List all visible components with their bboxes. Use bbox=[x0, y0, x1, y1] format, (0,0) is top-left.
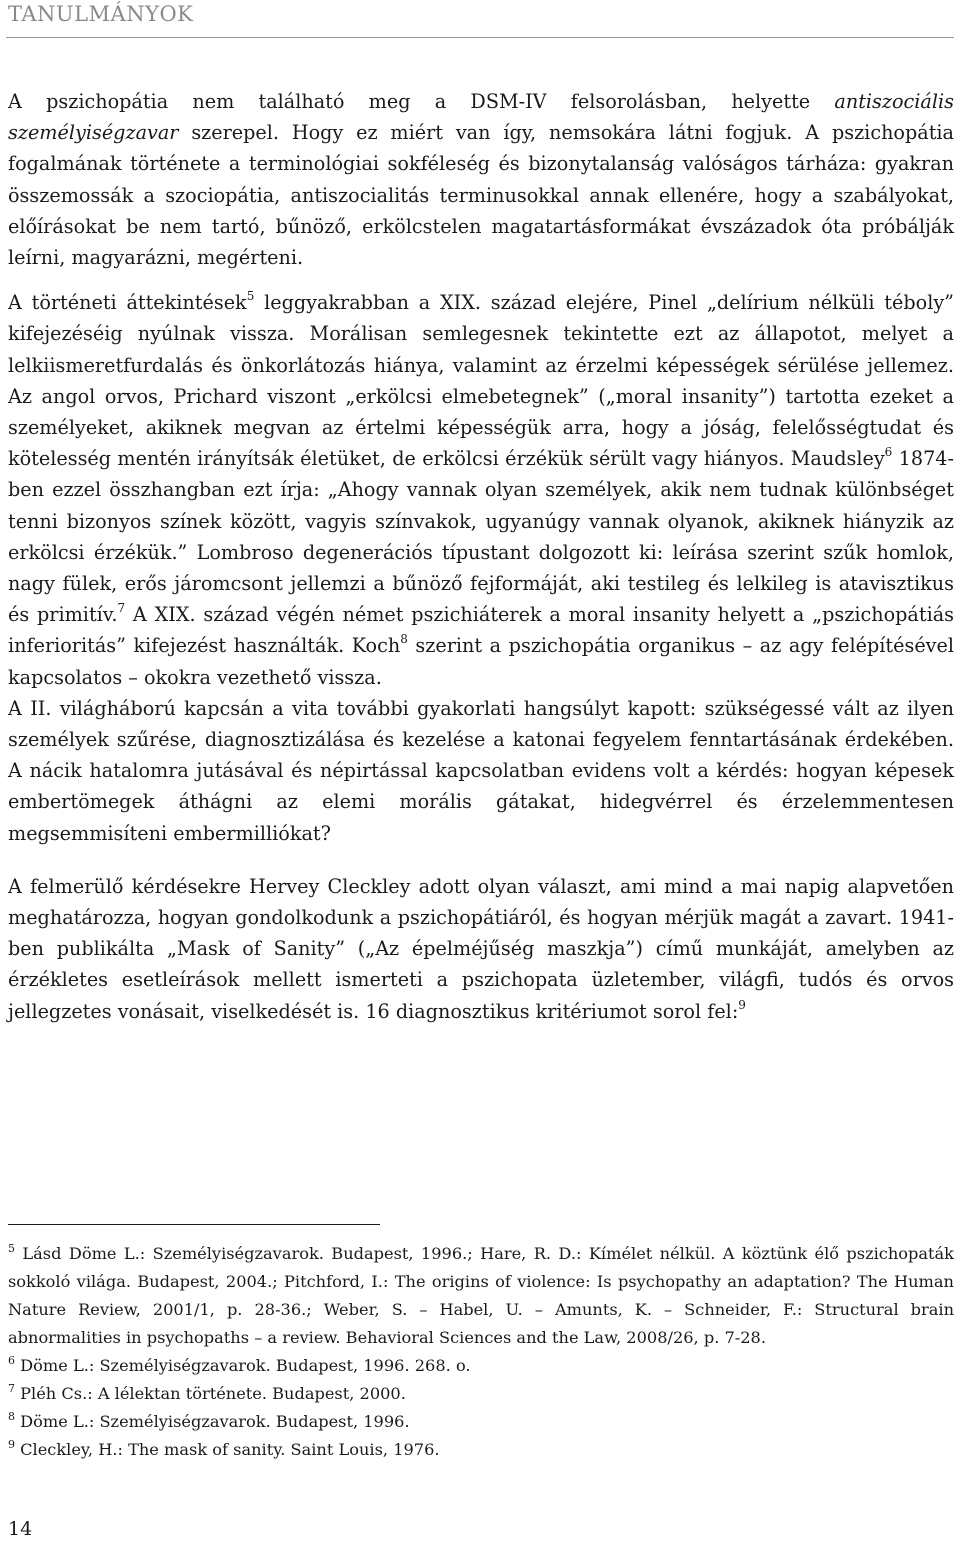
footnote-number: 9 bbox=[8, 1438, 15, 1451]
running-head: TANULMÁNYOK bbox=[8, 2, 194, 26]
footnote-ref-6: 6 bbox=[884, 445, 893, 460]
footnote-5 bbox=[8, 1240, 954, 1352]
footnote-8 bbox=[8, 1408, 954, 1436]
page-number: 14 bbox=[8, 1518, 33, 1540]
footnote-number: 5 bbox=[8, 1242, 15, 1255]
footnote-text: Pléh Cs.: A lélektan története. Budapest, 2000. bbox=[20, 1384, 406, 1403]
footnote-text: Döme L.: Személyiségzavarok. Budapest, 1996. bbox=[20, 1412, 410, 1431]
footnote-text: Döme L.: Személyiségzavarok. Budapest, 1996. 268. o. bbox=[20, 1356, 471, 1375]
footnotes bbox=[8, 1240, 954, 1464]
paragraph-2-text-c: 1874-ben ezzel összhangban ezt írja: „Ahogy vannak olyan személyek, akik nem tudnak különbséget tenni bizonyos színek között, vagyis színvakok, ugyanúgy vannak olyanok, akiknek hiányzik az erkölcsi érzékük.” Lombroso degenerációs típustant dolgozott ki: leírása szerint szűk homlok, nagy fülek, erős járomcsont jellemzi a bűnöző fejformáját, aki testileg és lelkileg is atavisztikus és primitív. bbox=[8, 447, 954, 627]
footnote-ref-9: 9 bbox=[738, 997, 746, 1012]
paragraph-4 bbox=[8, 871, 954, 1027]
paragraph-1 bbox=[8, 86, 954, 273]
paragraph-4-text: A felmerülő kérdésekre Hervey Cleckley adott olyan választ, ami mind a mai napig alapvetően meghatározza, hogyan gondolkodunk a pszichopátiáról, és hogyan mérjük magát a zavart. 1941-ben publikálta „Mask of Sanity” („Az épelméjűség maszkja”) című munkáját, amelyben az érzékletes esetleírások mellett ismerteti a pszichopata üzletember, világfi, tudós és orvos jellegzetes vonásait, viselkedését is. 16 diagnosztikus kritériumot sorol fel: bbox=[8, 874, 954, 1023]
footnote-rule bbox=[8, 1224, 380, 1225]
paragraph-1-text-c: szerepel. Hogy ez miért van így, nemsokára látni fogjuk. A pszichopátia fogalmának története a terminológiai sokféleség és bizonytalanság valóságos tárháza: gyakran összemossák a szociopátia, antiszocialitás terminusokkal annak ellenére, hogy a szabályokat, előírásokat be nem tartó, bűnöző, erkölcstelen magatartásformákat évszázadok óta próbálják leírni, magyarázni, megérteni. bbox=[8, 121, 954, 270]
paragraph-2-text-a: A történeti áttekintések bbox=[8, 291, 247, 315]
footnote-9 bbox=[8, 1436, 954, 1464]
body-text bbox=[8, 86, 954, 1027]
header-rule bbox=[6, 37, 954, 38]
paragraph-1-text-a: A pszichopátia nem található meg a DSM-IV felsorolásban, helyette bbox=[8, 90, 835, 113]
footnote-ref-5: 5 bbox=[246, 289, 255, 304]
paragraph-2-text-d: A XIX. század végén német pszichiáterek a moral insanity helyett a „pszichopátiás inferioritás” kifejezést használták. Koch bbox=[8, 603, 955, 658]
footnote-number: 6 bbox=[8, 1354, 15, 1367]
footnote-ref-7: 7 bbox=[117, 601, 126, 616]
paragraph-3: A II. világháború kapcsán a vita további gyakorlati hangsúlyt kapott: szükségessé vált az ilyen személyek szűrése, diagnosztizálása és kezelése a katonai fegyelem fenntartásának érdekében. A nácik hatalomra jutásával és népirtással kapcsolatban evidens volt a kérdés: hogyan képesek embertömegek áthágni az elemi morális gátakat, hidegvérrel és érzelemmentesen megsemmisíteni embermilliókat? bbox=[8, 696, 954, 845]
paragraph-2 bbox=[8, 287, 954, 693]
footnote-text: Lásd Döme L.: Személyiségzavarok. Budapest, 1996.; Hare, R. D.: Kímélet nélkül. A köztünk élő pszichopaták sokkoló világa. Budapest, 2004.; Pitchford, I.: The origins of violence: Is psychopathy an adaptation? The Human Nature Review, 2001/1, p. 28-36.; Weber, S. – Habel, U. – Amunts, K. – Schneider, F.: Structural brain abnormalities in psychopaths – a review. Behavioral Sciences and the Law, 2008/26, p. 7-28. bbox=[8, 1244, 954, 1347]
paragraph-2-text-b: leggyakrabban a XIX. század elejére, Pinel „delírium nélküli téboly” kifejezéséig nyúlnak vissza. Morálisan semlegesnek tekintette ezt az állapotot, melyet a lelkiismeretfurdalás és önkorlátozás hiánya, valamint az érzelmi képességek sérülése jellemez. Az angol orvos, Prichard viszont „erkölcsi elmebetegnek” („moral insanity”) tartotta ezeket a személyeket, akiknek megvan az értelmi képességük arra, hogy a jóság, felelősségtudat és kötelesség mentén irányítsák életüket, de erkölcsi érzékük sérült vagy hiányos. Maudsley bbox=[8, 291, 954, 471]
footnote-6 bbox=[8, 1352, 954, 1380]
footnote-number: 8 bbox=[8, 1410, 15, 1423]
footnote-7 bbox=[8, 1380, 954, 1408]
footnote-number: 7 bbox=[8, 1382, 15, 1395]
paragraph-2-text-e: szerint a pszichopátia organikus – az agy felépítésével kapcsolatos – okokra vezethető vissza. bbox=[8, 634, 954, 689]
paragraph-1-emphasis: antiszociális személyiségzavar bbox=[8, 90, 954, 145]
footnote-ref-8: 8 bbox=[400, 632, 408, 647]
footnote-text: Cleckley, H.: The mask of sanity. Saint Louis, 1976. bbox=[20, 1440, 440, 1459]
